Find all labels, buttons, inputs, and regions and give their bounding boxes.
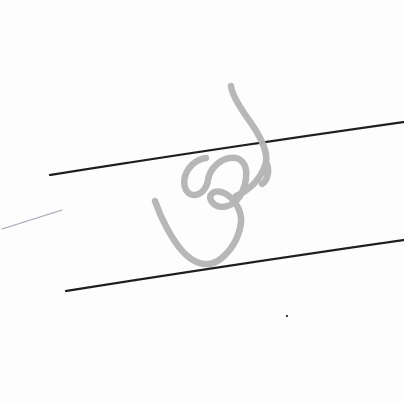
- handwritten-pencil-glyph: [155, 86, 268, 264]
- paper-speck: [286, 315, 288, 317]
- stray-pencil-mark: [2, 210, 62, 229]
- top-ruled-line: [50, 122, 404, 175]
